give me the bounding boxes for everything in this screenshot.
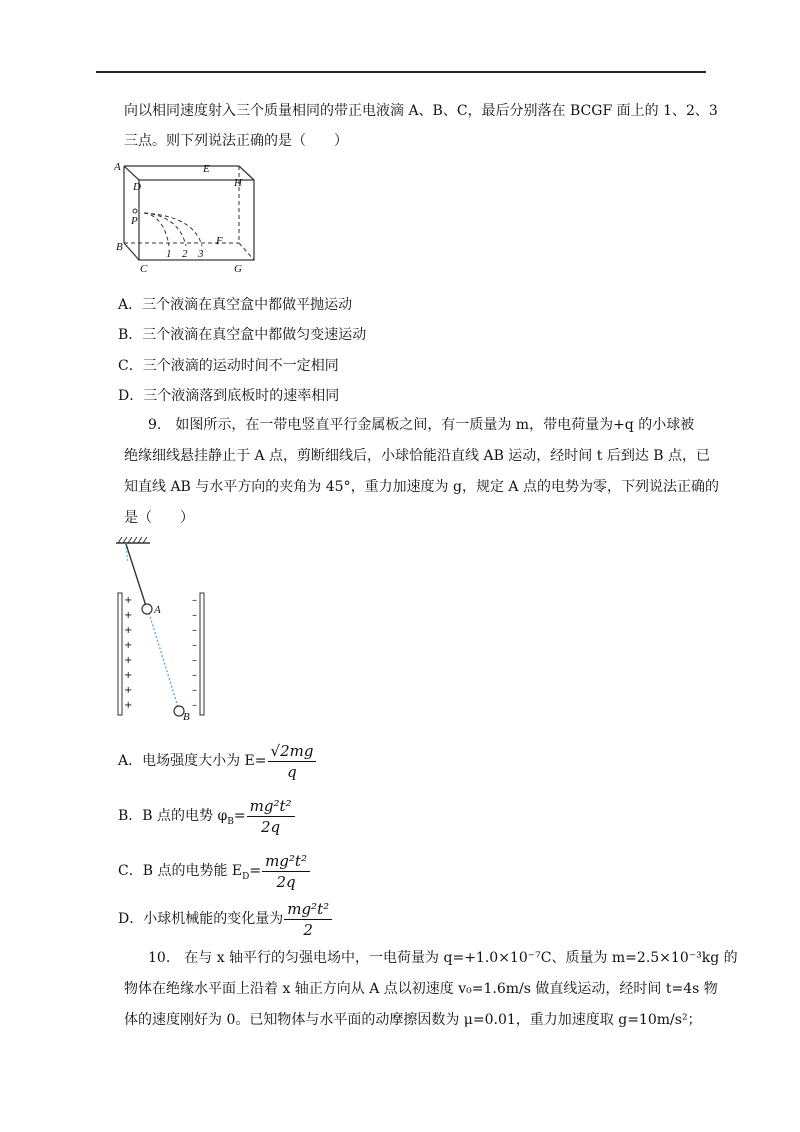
subscript: D — [242, 871, 250, 882]
label-B: B — [116, 241, 123, 253]
q9-stem-line1: 9. 如图所示，在一带电竖直平行金属板之间，有一质量为 m，带电荷量为+q 的小球被 — [148, 417, 695, 433]
label-D: D — [133, 181, 141, 193]
q9-option-a-prefix: A．电场强度大小为 E= — [118, 753, 267, 769]
fraction-numerator: √2mg — [268, 741, 317, 762]
fraction-numerator: mg²t² — [262, 851, 310, 872]
label-A: A — [114, 161, 121, 173]
fraction-denominator: 2 — [303, 920, 313, 939]
q9-stem-line2: 绝缘细线悬挂静止于 A 点，剪断细线后，小球恰能沿直线 AB 运动，经时间 t 后到达 B 点，已 — [124, 448, 711, 464]
label-A: A — [154, 604, 161, 616]
fraction-denominator: 2q — [276, 872, 296, 891]
fraction-numerator: mg²t² — [247, 796, 295, 817]
fraction-denominator: q — [287, 762, 297, 781]
q8-option-b: B．三个液滴在真空盒中都做匀变速运动 — [118, 327, 367, 343]
formula-mg2t2-over-2q — [262, 851, 310, 892]
header-rule — [96, 71, 706, 73]
subscript: B — [227, 816, 234, 827]
q9-option-c-prefix: C．B 点的电势能 E — [118, 863, 243, 879]
label-B: B — [183, 711, 190, 723]
formula-mg2t2-over-2 — [284, 899, 332, 940]
formula-mg2t2-over-2q — [247, 796, 295, 837]
q10-stem-line3: 体的速度刚好为 0。已知物体与水平面的动摩擦因数为 μ=0.01，重力加速度取 g=10m/s²； — [124, 1012, 702, 1028]
label-F: F — [216, 235, 223, 247]
label-P: P — [131, 215, 138, 227]
q9-option-d — [118, 898, 332, 940]
q9-plates-figure — [114, 535, 214, 723]
minus-sign: – — [192, 595, 197, 606]
equals: = — [249, 863, 262, 879]
minus-sign: – — [192, 625, 197, 636]
q10-stem-line2: 物体在绝缘水平面上沿着 x 轴正方向从 A 点以初速度 v₀=1.6m/s 做直线运动，经时间 t=4s 物 — [124, 981, 718, 997]
label-1: 1 — [166, 248, 172, 260]
label-G: G — [234, 263, 242, 275]
fraction-numerator: mg²t² — [284, 899, 332, 920]
label-2: 2 — [182, 248, 188, 260]
label-H: H — [234, 177, 242, 189]
q8-box-figure — [114, 158, 254, 278]
label-3: 3 — [198, 248, 204, 260]
q9-stem-line4: 是（ ） — [124, 510, 194, 526]
fraction-denominator: 2q — [261, 817, 281, 836]
label-E: E — [203, 163, 210, 175]
q8-option-a: A．三个液滴在真空盒中都做平抛运动 — [118, 297, 353, 313]
plus-sign: + — [124, 625, 133, 636]
minus-sign: – — [192, 700, 197, 711]
q9-option-d-prefix: D．小球机械能的变化量为 — [118, 911, 284, 927]
minus-sign: – — [192, 655, 197, 666]
q9-option-b — [118, 795, 295, 843]
formula-sqrt2-mg-over-q — [268, 741, 317, 782]
plus-sign: + — [124, 655, 133, 666]
plus-sign: + — [124, 610, 133, 621]
q9-option-c — [118, 850, 310, 898]
q9-option-a — [118, 740, 316, 782]
minus-sign: – — [192, 640, 197, 651]
label-C: C — [140, 263, 148, 275]
minus-sign: – — [192, 670, 197, 681]
q9-stem-line3: 知直线 AB 与水平方向的夹角为 45°，重力加速度为 g，规定 A 点的电势为零，下列说法正确的 — [124, 479, 719, 495]
plus-sign: + — [124, 700, 133, 711]
plus-sign: + — [124, 670, 133, 681]
q8-stem-line1: 向以相同速度射入三个质量相同的带正电液滴 A、B、C，最后分别落在 BCGF 面上的 1、2、3 — [124, 103, 718, 119]
equals: = — [233, 808, 246, 824]
q8-stem-line2: 三点。则下列说法正确的是（ ） — [124, 133, 348, 149]
plus-sign: + — [124, 640, 133, 651]
plus-sign: + — [124, 595, 133, 606]
q9-option-b-prefix: B．B 点的电势 φ — [118, 808, 228, 824]
q8-option-c: C．三个液滴的运动时间不一定相同 — [118, 358, 339, 374]
minus-sign: – — [192, 685, 197, 696]
plus-sign: + — [124, 685, 133, 696]
q10-stem-line1: 10. 在与 x 轴平行的匀强电场中，一电荷量为 q=+1.0×10⁻⁷C、质量为 m=2.5×10⁻³kg 的 — [148, 950, 738, 966]
minus-sign: – — [192, 610, 197, 621]
q8-option-d: D．三个液滴落到底板时的速率相同 — [118, 388, 340, 404]
